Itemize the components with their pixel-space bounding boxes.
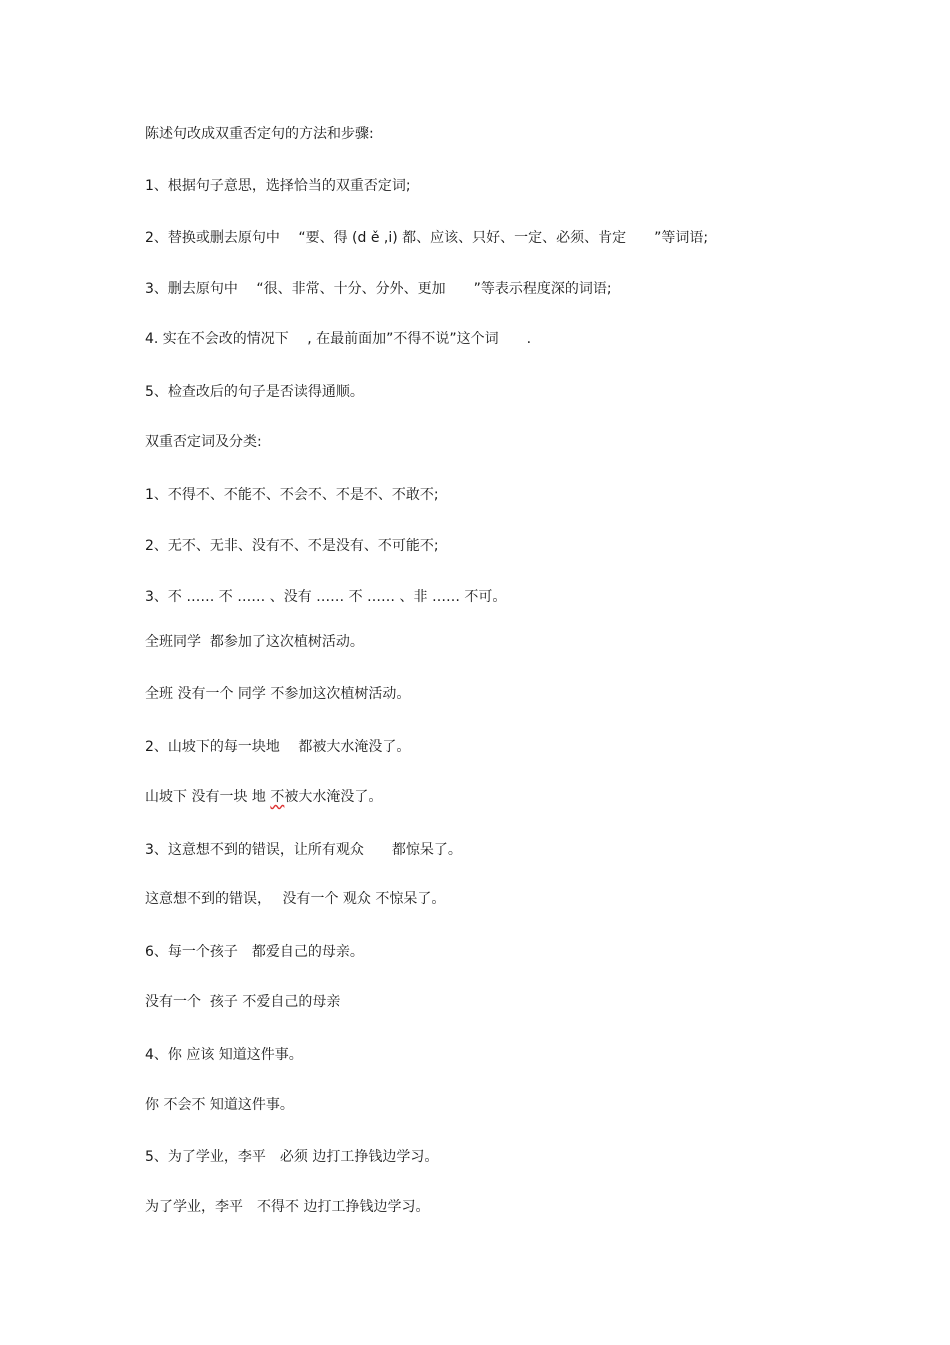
method-heading: 陈述句改成双重否定句的方法和步骤: xyxy=(145,126,374,142)
step-3: 3、删去原句中 “很、非常、十分、分外、更加 ”等表示程度深的词语; xyxy=(145,281,612,297)
step-4: 4. 实在不会改的情况下 , 在最前面加”不得不说”这个词 . xyxy=(145,331,532,347)
example-4-rewritten: 没有一个 孩子 不爱自己的母亲 xyxy=(145,994,341,1010)
example-1-rewritten: 全班 没有一个 同学 不参加这次植树活动。 xyxy=(145,686,411,702)
example-5-rewritten: 你 不会不 知道这件事。 xyxy=(145,1097,294,1113)
categories-heading: 双重否定词及分类: xyxy=(145,434,262,450)
step-1: 1、根据句子意思，选择恰当的双重否定词; xyxy=(145,178,411,194)
example-6-rewritten: 为了学业，李平 不得不 边打工挣钱边学习。 xyxy=(145,1199,430,1215)
example-5-original: 4、你 应该 知道这件事。 xyxy=(145,1047,303,1063)
spellcheck-marked-word: 不 xyxy=(270,789,285,805)
category-3: 3、不 …… 不 …… 、没有 …… 不 …… 、非 …… 不可。 xyxy=(145,589,507,605)
example-3-rewritten: 这意想不到的错误， 没有一个 观众 不惊呆了。 xyxy=(145,891,446,907)
example-6-original: 5、为了学业，李平 必须 边打工挣钱边学习。 xyxy=(145,1149,439,1165)
example-2-original: 2、山坡下的每一块地 都被大水淹没了。 xyxy=(145,739,411,755)
category-1: 1、不得不、不能不、不会不、不是不、不敢不; xyxy=(145,487,439,503)
step-2: 2、替换或删去原句中 “要、得 (d ě ,i) 都、应该、只好、一定、必须、肯定 ”等词语; xyxy=(145,230,709,246)
example-2-rewritten xyxy=(145,788,382,806)
example-3-original: 3、这意想不到的错误，让所有观众 都惊呆了。 xyxy=(145,842,462,858)
example-2-before: 山坡下 没有一块 地 xyxy=(145,789,271,805)
example-1-original: 全班同学 都参加了这次植树活动。 xyxy=(145,634,364,650)
example-4-original: 6、每一个孩子 都爱自己的母亲。 xyxy=(145,944,364,960)
category-2: 2、无不、无非、没有不、不是没有、不可能不; xyxy=(145,538,439,554)
example-2-after: 被大水淹没了。 xyxy=(284,789,383,805)
step-5: 5、检查改后的句子是否读得通顺。 xyxy=(145,384,364,400)
